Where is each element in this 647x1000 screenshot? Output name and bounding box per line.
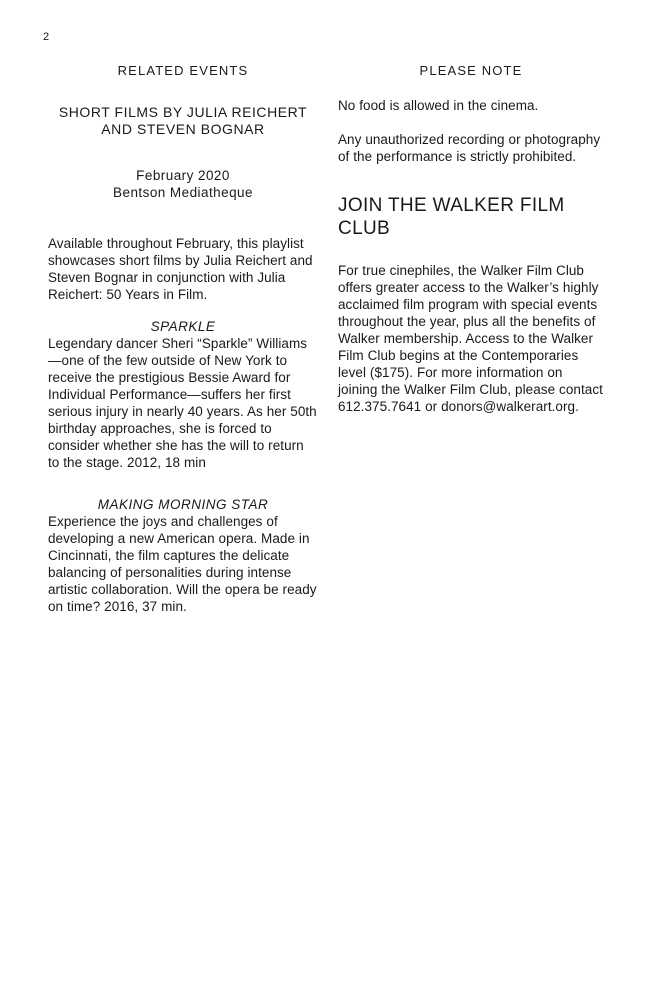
film-title-making-morning-star: MAKING MORNING STAR <box>97 497 269 512</box>
spacer <box>48 471 318 496</box>
left-column <box>48 62 318 615</box>
note-no-food: No food is allowed in the cinema. <box>338 98 539 113</box>
spacer <box>48 79 318 104</box>
spacer <box>338 114 604 131</box>
spacer <box>48 201 318 235</box>
playlist-intro-paragraph: Available throughout February, this playlist showcases short films by Julia Reichert and Steven Bognar in conjunction with Julia Reichert: 50 Years in Film. <box>48 236 313 302</box>
film-title-sparkle: SPARKLE <box>150 319 216 334</box>
walker-film-club-paragraph: For true cinephiles, the Walker Film Club offers greater access to the Walker’s highly acclaimed film program with special events throughout the year, plus all the benefits of Walker membership. Access to the Walker Film Club begins at the Contemporaries level ($175). For more information on joining the Walker Film Club, please contact 612.375.7641 or donors@walkerart.org. <box>338 263 603 414</box>
event-title-line-2: AND STEVEN BOGNAR <box>101 121 265 137</box>
related-events-heading: RELATED EVENTS <box>117 63 249 78</box>
event-title-line-1: SHORT FILMS BY JULIA REICHERT <box>58 104 308 120</box>
film-description-sparkle: Legendary dancer Sheri “Sparkle” Williams—one of the few outside of New York to receive the prestigious Bessie Award for Individual Performance—suffers her first serious injury in nearly 40 years. As her 50th birthday approaches, she is forced to consider whether she has the will to return to the stage. 2012, 18 min <box>48 336 317 470</box>
spacer <box>338 165 604 194</box>
film-description-making-morning-star: Experience the joys and challenges of developing a new American opera. Made in Cincinnati, the film captures the delicate balancing of personalities during intense artistic collaboration. Will the opera be ready on time? 2016, 37 min. <box>48 514 317 614</box>
spacer <box>338 79 604 97</box>
event-date: February 2020 <box>136 168 230 183</box>
note-no-recording: Any unauthorized recording or photography of the performance is strictly prohibited. <box>338 132 601 164</box>
please-note-heading: PLEASE NOTE <box>419 63 523 78</box>
right-column <box>338 62 604 415</box>
spacer <box>48 303 318 318</box>
page-number: 2 <box>43 31 50 43</box>
event-venue: Bentson Mediatheque <box>113 185 253 200</box>
spacer <box>338 240 604 262</box>
spacer <box>48 138 318 167</box>
join-walker-film-club-heading: JOIN THE WALKER FILM CLUB <box>338 195 565 239</box>
